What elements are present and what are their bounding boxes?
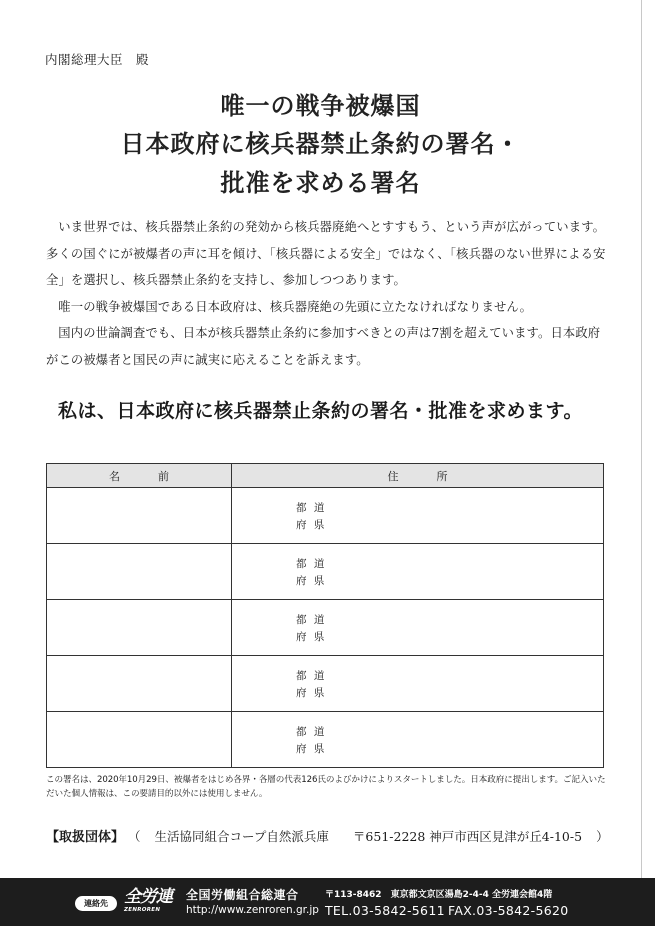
footer-address: 〒113-8462 東京都文京区湯島2-4-4 全労連会館4階 [325,890,553,900]
footer-bar [0,878,655,926]
address-field[interactable] [232,488,603,543]
prefecture-label: 都 道 府 県 [296,670,327,699]
prefecture-label: 都 道 府 県 [296,502,327,531]
address-field[interactable] [232,712,603,767]
handler-open-paren: （ [128,828,141,844]
name-field[interactable] [47,712,232,767]
header-address: 住所 [387,469,486,483]
title-line-1: 唯一の戦争被爆国 [220,92,421,120]
zenroren-logo: 全労連 ZENROREN [124,887,172,913]
signature-row [47,600,603,656]
addressee: 内閣総理大臣 殿 [45,52,150,67]
handler-address: 〒651-2228 神戸市西区見津が丘4-10-5 [352,828,583,844]
signature-row [47,544,603,600]
prefecture-label: 都 道 府 県 [296,726,327,755]
handler-label: 【取扱団体】 [46,830,125,845]
signature-row [47,656,603,712]
name-field[interactable] [47,488,232,543]
signature-table [46,463,604,768]
petition-body [46,214,606,373]
footer-url: http://www.zenroren.gr.jp [186,904,319,916]
address-field[interactable] [232,544,603,599]
signature-row [47,712,603,767]
footer-org-name: 全国労働組合総連合 [186,888,299,902]
name-field[interactable] [47,656,232,711]
title-line-3: 批准を求める署名 [220,169,421,197]
body-paragraph-3: 国内の世論調査でも、日本が核兵器禁止条約に参加すべきとの声は7割を超えています。日本政府がこの被爆者と国民の声に誠実に応えることを訴えます。 [46,326,601,367]
signature-table-header [47,464,603,488]
handling-organization [46,826,611,845]
privacy-note: この署名は、2020年10月29日、被爆者をはじめ各界・各層の代表126氏のよびかけによりスタートしました。日本政府に提出します。ご記入いただいた個人情報は、この要請目的以外には使用しません。 [46,775,606,799]
handler-close-paren: ） [596,828,609,844]
pledge-statement: 私は、日本政府に核兵器禁止条約の署名・批准を求めます。 [58,400,583,422]
header-name: 名前 [47,464,232,487]
address-field[interactable] [232,600,603,655]
handler-org-name: 生活協同組合コープ自然派兵庫 [154,828,329,844]
footer-fax: FAX.03-5842-5620 [448,903,569,918]
body-paragraph-2: 唯一の戦争被爆国である日本政府は、核兵器廃絶の先頭に立たなければなりません。 [58,299,533,314]
body-paragraph-1: いま世界では、核兵器禁止条約の発効から核兵器廃絶へとすすもう、という声が広がっています。多くの国ぐにが被爆者の声に耳を傾け、「核兵器による安全」ではなく、「核兵器のない世界による安全」を選択し、核兵器禁止条約を支持し、参加しつつあります。 [46,220,606,287]
title-line-2: 日本政府に核兵器禁止条約の署名・ [120,130,521,158]
contact-badge: 連絡先 [75,896,117,911]
signature-row [47,488,603,544]
name-field[interactable] [47,544,232,599]
page-edge-divider [641,0,642,878]
footer-tel: TEL.03-5842-5611 [325,903,445,918]
prefecture-label: 都 道 府 県 [296,614,327,643]
address-field[interactable] [232,656,603,711]
name-field[interactable] [47,600,232,655]
prefecture-label: 都 道 府 県 [296,558,327,587]
